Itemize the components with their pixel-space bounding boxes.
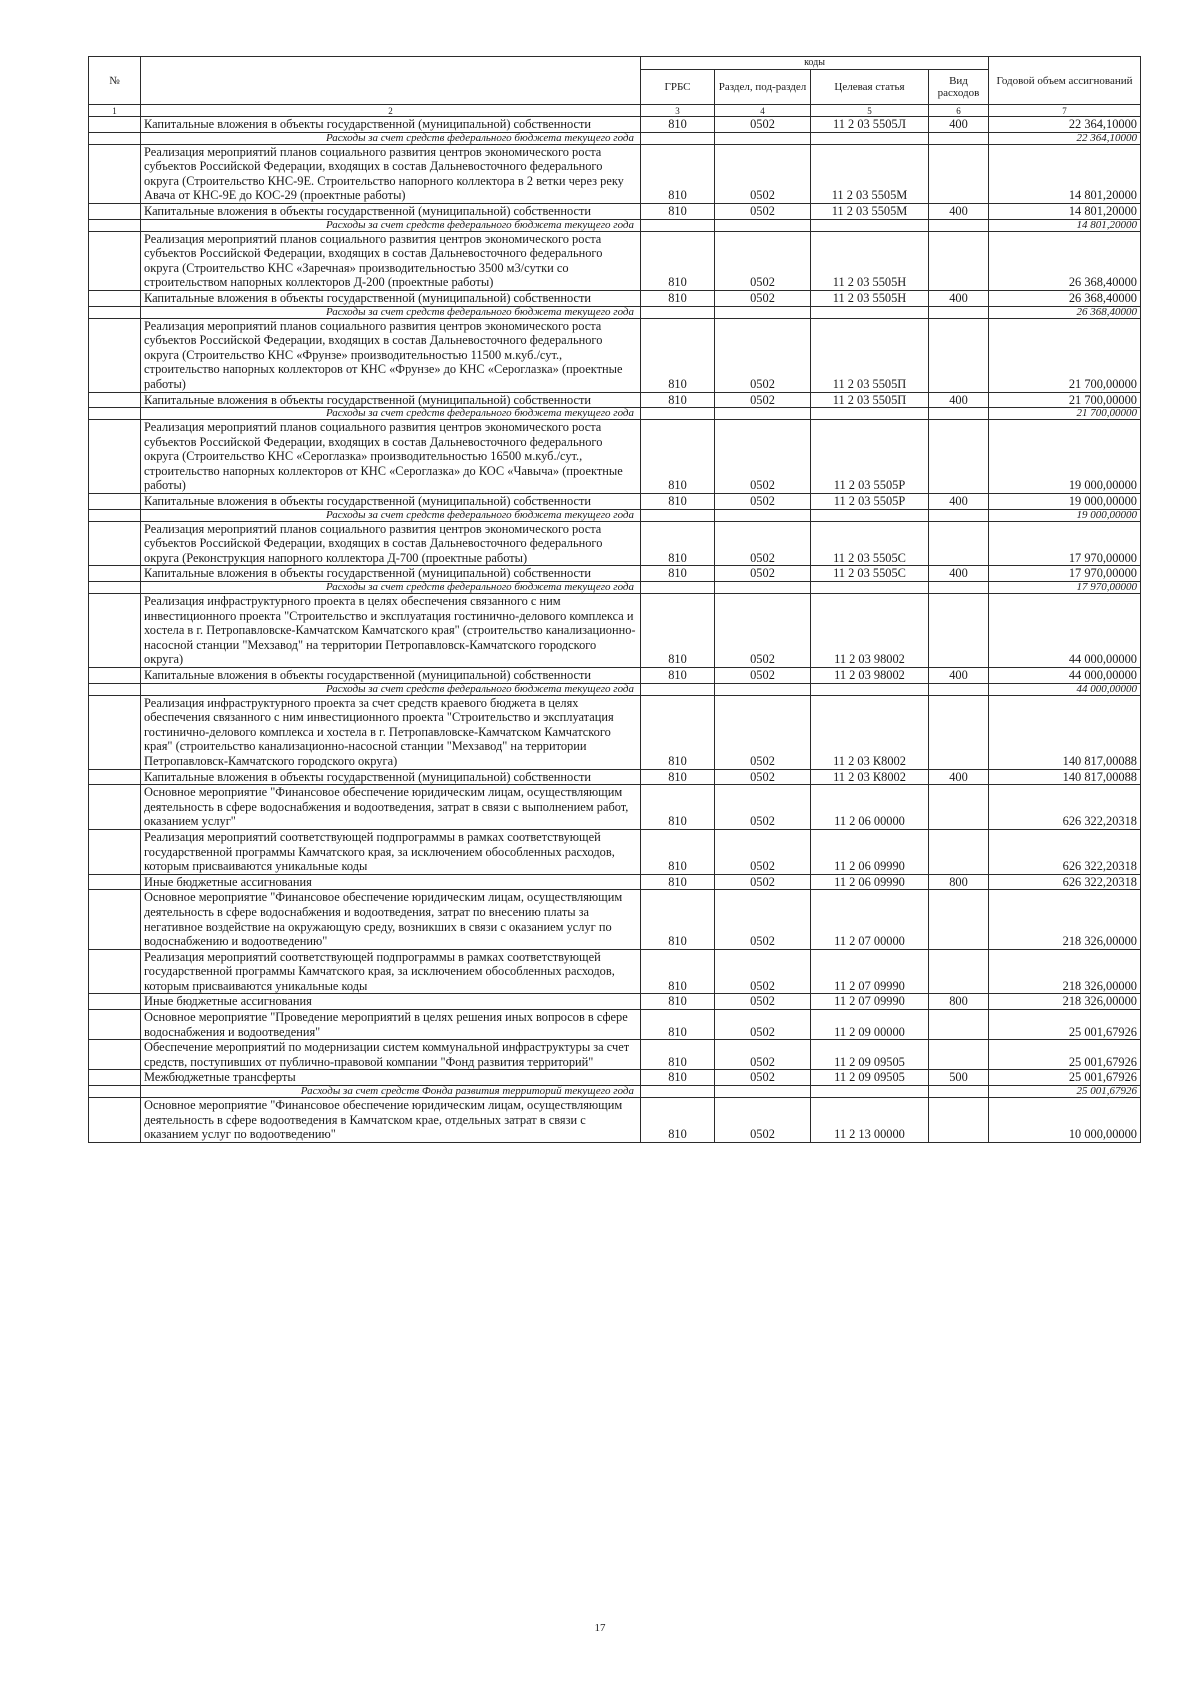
- row-number-cell: [89, 318, 141, 392]
- grbs-cell: [641, 683, 715, 695]
- row-number-cell: [89, 203, 141, 219]
- target-article-cell: 11 2 09 00000: [811, 1010, 929, 1040]
- table-row: [89, 1010, 1141, 1040]
- expense-type-cell: [929, 1098, 989, 1143]
- target-article-cell: 11 2 03 5505П: [811, 318, 929, 392]
- item-name-cell: Реализация мероприятий планов социального развития центров экономического роста субъектов Российской Федерации, входящих в состав Дальневосточного федерального округа (Реконструкция напорного коллектора Д-700 (проектные работы): [141, 521, 641, 566]
- expense-type-cell: [929, 219, 989, 231]
- grbs-cell: [641, 509, 715, 521]
- grbs-cell: 810: [641, 144, 715, 203]
- funding-source-row: [89, 683, 1141, 695]
- amount-cell: 21 700,00000: [989, 318, 1141, 392]
- amount-cell: 218 326,00000: [989, 994, 1141, 1010]
- expense-type-cell: [929, 890, 989, 949]
- grbs-cell: 810: [641, 785, 715, 830]
- grbs-cell: 810: [641, 1040, 715, 1070]
- section-cell: 0502: [715, 231, 811, 290]
- expense-type-cell: [929, 420, 989, 494]
- row-number-cell: [89, 392, 141, 408]
- section-cell: [715, 408, 811, 420]
- column-number: 5: [811, 105, 929, 117]
- target-article-cell: 11 2 03 98002: [811, 594, 929, 668]
- expense-type-cell: [929, 509, 989, 521]
- amount-cell: 25 001,67926: [989, 1040, 1141, 1070]
- amount-cell: 26 368,40000: [989, 231, 1141, 290]
- table-row: [89, 420, 1141, 494]
- target-article-cell: 11 2 06 00000: [811, 785, 929, 830]
- table-row: [89, 594, 1141, 668]
- section-cell: 0502: [715, 1010, 811, 1040]
- row-number-cell: [89, 1010, 141, 1040]
- row-number-cell: [89, 509, 141, 521]
- expense-type-cell: [929, 408, 989, 420]
- row-number-cell: [89, 890, 141, 949]
- amount-cell: 26 368,40000: [989, 290, 1141, 306]
- target-article-cell: 11 2 03 5505Л: [811, 117, 929, 133]
- table-row: [89, 949, 1141, 994]
- amount-cell: 25 001,67926: [989, 1010, 1141, 1040]
- grbs-cell: 810: [641, 668, 715, 684]
- row-number-cell: [89, 683, 141, 695]
- row-number-cell: [89, 117, 141, 133]
- amount-cell: 44 000,00000: [989, 594, 1141, 668]
- amount-cell: 10 000,00000: [989, 1098, 1141, 1143]
- section-cell: 0502: [715, 1070, 811, 1086]
- row-number-cell: [89, 594, 141, 668]
- table-row: [89, 829, 1141, 874]
- grbs-cell: 810: [641, 594, 715, 668]
- table-row: [89, 1098, 1141, 1143]
- row-number-cell: [89, 408, 141, 420]
- target-article-cell: 11 2 03 5505М: [811, 203, 929, 219]
- table-row: [89, 318, 1141, 392]
- target-article-cell: 11 2 03 5505М: [811, 144, 929, 203]
- item-name-cell: Межбюджетные трансферты: [141, 1070, 641, 1086]
- target-article-cell: 11 2 13 00000: [811, 1098, 929, 1143]
- amount-cell: 218 326,00000: [989, 890, 1141, 949]
- grbs-cell: 810: [641, 392, 715, 408]
- target-article-cell: 11 2 03 К8002: [811, 769, 929, 785]
- expense-type-cell: [929, 949, 989, 994]
- expense-type-cell: [929, 695, 989, 769]
- item-name-cell: Основное мероприятие "Проведение мероприятий в целях решения иных вопросов в сфере водоснабжения и водоотведения": [141, 1010, 641, 1040]
- item-name-cell: Капитальные вложения в объекты государственной (муниципальной) собственности: [141, 494, 641, 510]
- amount-cell: 22 364,10000: [989, 117, 1141, 133]
- item-name-cell: Капитальные вложения в объекты государственной (муниципальной) собственности: [141, 392, 641, 408]
- expense-type-cell: [929, 1040, 989, 1070]
- section-cell: [715, 132, 811, 144]
- expense-type-cell: [929, 318, 989, 392]
- funding-source-label: Расходы за счет средств федерального бюджета текущего года: [141, 683, 641, 695]
- amount-cell: 21 700,00000: [989, 392, 1141, 408]
- funding-source-row: [89, 582, 1141, 594]
- funding-source-label: Расходы за счет средств федерального бюджета текущего года: [141, 582, 641, 594]
- item-name-cell: Капитальные вложения в объекты государственной (муниципальной) собственности: [141, 290, 641, 306]
- table-row: [89, 994, 1141, 1010]
- item-name-cell: Капитальные вложения в объекты государственной (муниципальной) собственности: [141, 566, 641, 582]
- header-grbs: ГРБС: [641, 70, 715, 105]
- expense-type-cell: 500: [929, 1070, 989, 1086]
- item-name-cell: Обеспечение мероприятий по модернизации систем коммунальной инфраструктуры за счет средств, поступивших от публично-правовой компании "Фонд развития территорий": [141, 1040, 641, 1070]
- target-article-cell: 11 2 03 5505Н: [811, 290, 929, 306]
- row-number-cell: [89, 874, 141, 890]
- amount-cell: 14 801,20000: [989, 144, 1141, 203]
- section-cell: 0502: [715, 392, 811, 408]
- section-cell: 0502: [715, 117, 811, 133]
- expense-type-cell: [929, 521, 989, 566]
- section-cell: [715, 1086, 811, 1098]
- budget-page: [88, 56, 1140, 1143]
- item-name-cell: Основное мероприятие "Финансовое обеспечение юридическим лицам, осуществляющим деятельность в сфере водоснабжения и водоотведения, затрат в связи с выполнением работ, оказанием услуг": [141, 785, 641, 830]
- grbs-cell: 810: [641, 994, 715, 1010]
- item-name-cell: Реализация мероприятий планов социального развития центров экономического роста субъектов Российской Федерации, входящих в состав Дальневосточного федерального округа (Строительство КНС «Заречная» производительностью 3500 м3/сутки со строительством напорных коллекторов Д-200 (проектные работы): [141, 231, 641, 290]
- section-cell: [715, 306, 811, 318]
- section-cell: 0502: [715, 829, 811, 874]
- grbs-cell: 810: [641, 318, 715, 392]
- grbs-cell: 810: [641, 494, 715, 510]
- header-codes: коды: [641, 57, 989, 70]
- column-number: 7: [989, 105, 1141, 117]
- item-name-cell: Реализация мероприятий соответствующей подпрограммы в рамках соответствующей государственной программы Камчатского края, за исключением обособленных расходов, которым присваиваются уникальные коды: [141, 829, 641, 874]
- grbs-cell: 810: [641, 420, 715, 494]
- table-body: [89, 117, 1141, 1143]
- row-number-cell: [89, 582, 141, 594]
- funding-source-label: Расходы за счет средств федерального бюджета текущего года: [141, 306, 641, 318]
- funding-source-label: Расходы за счет средств федерального бюджета текущего года: [141, 408, 641, 420]
- target-article-cell: 11 2 03 5505П: [811, 392, 929, 408]
- section-cell: 0502: [715, 594, 811, 668]
- grbs-cell: 810: [641, 769, 715, 785]
- target-article-cell: [811, 219, 929, 231]
- target-article-cell: [811, 408, 929, 420]
- table-row: [89, 144, 1141, 203]
- funding-source-label: Расходы за счет средств федерального бюджета текущего года: [141, 219, 641, 231]
- item-name-cell: Реализация мероприятий соответствующей подпрограммы в рамках соответствующей государственной программы Камчатского края, за исключением обособленных расходов, которым присваиваются уникальные коды: [141, 949, 641, 994]
- expense-type-cell: [929, 1086, 989, 1098]
- amount-cell: 19 000,00000: [989, 494, 1141, 510]
- target-article-cell: 11 2 03 5505Р: [811, 420, 929, 494]
- amount-cell: 626 322,20318: [989, 874, 1141, 890]
- grbs-cell: 810: [641, 521, 715, 566]
- grbs-cell: 810: [641, 290, 715, 306]
- row-number-cell: [89, 306, 141, 318]
- page-number: 17: [594, 1622, 606, 1634]
- table-row: [89, 668, 1141, 684]
- target-article-cell: 11 2 03 5505С: [811, 566, 929, 582]
- item-name-cell: Реализация инфраструктурного проекта в целях обеспечения связанного с ним инвестиционного проекта "Строительство и эксплуатация гостинично-делового комплекса и хостела в г. Петропавловске-Камчатском Камчатского края" (строительство канализационно-насосной станции "Мехзавод" на территории Петропавловск-Камчатского городского округа): [141, 594, 641, 668]
- row-number-cell: [89, 994, 141, 1010]
- amount-cell: 626 322,20318: [989, 829, 1141, 874]
- grbs-cell: 810: [641, 1010, 715, 1040]
- target-article-cell: 11 2 07 09990: [811, 994, 929, 1010]
- expense-type-cell: 800: [929, 874, 989, 890]
- table-row: [89, 231, 1141, 290]
- item-name-cell: Реализация мероприятий планов социального развития центров экономического роста субъектов Российской Федерации, входящих в состав Дальневосточного федерального округа (Строительство КНС-9Е. Строительство напорного коллектора в 2 ветки через реку Авача от КНС-9Е до КОС-29 (проектные работы): [141, 144, 641, 203]
- section-cell: 0502: [715, 1098, 811, 1143]
- expense-type-cell: 400: [929, 203, 989, 219]
- column-number: 2: [141, 105, 641, 117]
- funding-source-row: [89, 219, 1141, 231]
- section-cell: 0502: [715, 420, 811, 494]
- grbs-cell: 810: [641, 566, 715, 582]
- table-row: [89, 566, 1141, 582]
- section-cell: 0502: [715, 785, 811, 830]
- table-row: [89, 290, 1141, 306]
- expense-type-cell: [929, 231, 989, 290]
- section-cell: 0502: [715, 290, 811, 306]
- budget-allocations-table: [88, 56, 1141, 1143]
- item-name-cell: Иные бюджетные ассигнования: [141, 994, 641, 1010]
- table-row: [89, 874, 1141, 890]
- grbs-cell: 810: [641, 203, 715, 219]
- funding-source-row: [89, 408, 1141, 420]
- grbs-cell: [641, 1086, 715, 1098]
- target-article-cell: 11 2 06 09990: [811, 874, 929, 890]
- funding-source-row: [89, 1086, 1141, 1098]
- column-number: 1: [89, 105, 141, 117]
- item-name-cell: Реализация инфраструктурного проекта за счет средств краевого бюджета в целях обеспечения связанного с ним инвестиционного проекта "Строительство и эксплуатация гостинично-делового комплекса и хостела в г. Петропавловске-Камчатском Камчатского края" (строительство канализационно-насосной станции "Мехзавод" на территории Петропавловск-Камчатского городского округа): [141, 695, 641, 769]
- row-number-cell: [89, 219, 141, 231]
- target-article-cell: 11 2 07 09990: [811, 949, 929, 994]
- section-cell: 0502: [715, 203, 811, 219]
- header-exp-type: Вид расходов: [929, 70, 989, 105]
- target-article-cell: [811, 683, 929, 695]
- header-section: Раздел, под-раздел: [715, 70, 811, 105]
- target-article-cell: 11 2 03 5505С: [811, 521, 929, 566]
- section-cell: [715, 582, 811, 594]
- row-number-cell: [89, 290, 141, 306]
- target-article-cell: [811, 1086, 929, 1098]
- expense-type-cell: [929, 582, 989, 594]
- grbs-cell: 810: [641, 949, 715, 994]
- expense-type-cell: [929, 785, 989, 830]
- grbs-cell: 810: [641, 1070, 715, 1086]
- target-article-cell: 11 2 03 5505Н: [811, 231, 929, 290]
- amount-cell: 19 000,00000: [989, 420, 1141, 494]
- table-row: [89, 203, 1141, 219]
- row-number-cell: [89, 829, 141, 874]
- header-number: №: [89, 57, 141, 105]
- table-row: [89, 695, 1141, 769]
- amount-cell: 21 700,00000: [989, 408, 1141, 420]
- amount-cell: 17 970,00000: [989, 582, 1141, 594]
- section-cell: 0502: [715, 144, 811, 203]
- table-row: [89, 117, 1141, 133]
- row-number-cell: [89, 668, 141, 684]
- item-name-cell: Капитальные вложения в объекты государственной (муниципальной) собственности: [141, 117, 641, 133]
- table-row: [89, 769, 1141, 785]
- row-number-cell: [89, 494, 141, 510]
- grbs-cell: [641, 132, 715, 144]
- section-cell: 0502: [715, 1040, 811, 1070]
- expense-type-cell: [929, 683, 989, 695]
- table-row: [89, 890, 1141, 949]
- row-number-cell: [89, 1086, 141, 1098]
- expense-type-cell: [929, 1010, 989, 1040]
- expense-type-cell: 400: [929, 566, 989, 582]
- grbs-cell: 810: [641, 695, 715, 769]
- grbs-cell: 810: [641, 231, 715, 290]
- table-row: [89, 1070, 1141, 1086]
- row-number-cell: [89, 1098, 141, 1143]
- header-row-codes: [89, 57, 1141, 70]
- header-target: Целевая статья: [811, 70, 929, 105]
- target-article-cell: 11 2 03 98002: [811, 668, 929, 684]
- amount-cell: 44 000,00000: [989, 683, 1141, 695]
- section-cell: 0502: [715, 668, 811, 684]
- expense-type-cell: 800: [929, 994, 989, 1010]
- row-number-cell: [89, 420, 141, 494]
- amount-cell: 19 000,00000: [989, 509, 1141, 521]
- section-cell: [715, 683, 811, 695]
- section-cell: 0502: [715, 994, 811, 1010]
- expense-type-cell: 400: [929, 494, 989, 510]
- row-number-cell: [89, 231, 141, 290]
- expense-type-cell: 400: [929, 668, 989, 684]
- amount-cell: 14 801,20000: [989, 203, 1141, 219]
- table-row: [89, 392, 1141, 408]
- funding-source-label: Расходы за счет средств Фонда развития территорий текущего года: [141, 1086, 641, 1098]
- row-number-cell: [89, 566, 141, 582]
- target-article-cell: [811, 509, 929, 521]
- table-row: [89, 1040, 1141, 1070]
- expense-type-cell: [929, 132, 989, 144]
- row-number-cell: [89, 144, 141, 203]
- amount-cell: 44 000,00000: [989, 668, 1141, 684]
- target-article-cell: 11 2 03 К8002: [811, 695, 929, 769]
- amount-cell: 140 817,00088: [989, 769, 1141, 785]
- target-article-cell: 11 2 09 09505: [811, 1040, 929, 1070]
- header-amount: Годовой объем ассигнований: [989, 57, 1141, 105]
- item-name-cell: Иные бюджетные ассигнования: [141, 874, 641, 890]
- amount-cell: 626 322,20318: [989, 785, 1141, 830]
- grbs-cell: 810: [641, 890, 715, 949]
- row-number-cell: [89, 949, 141, 994]
- section-cell: 0502: [715, 695, 811, 769]
- column-number: 4: [715, 105, 811, 117]
- expense-type-cell: 400: [929, 290, 989, 306]
- section-cell: 0502: [715, 769, 811, 785]
- grbs-cell: [641, 306, 715, 318]
- item-name-cell: Реализация мероприятий планов социального развития центров экономического роста субъектов Российской Федерации, входящих в состав Дальневосточного федерального округа (Строительство КНС «Фрунзе» производительностью 11500 м.куб./сут., строительство напорных коллекторов от КНС «Фрунзе» до КНС «Сероглазка» (проектные работы): [141, 318, 641, 392]
- target-article-cell: [811, 582, 929, 594]
- section-cell: 0502: [715, 521, 811, 566]
- row-number-cell: [89, 785, 141, 830]
- amount-cell: 22 364,10000: [989, 132, 1141, 144]
- column-number: 3: [641, 105, 715, 117]
- row-number-cell: [89, 521, 141, 566]
- row-number-cell: [89, 132, 141, 144]
- section-cell: 0502: [715, 890, 811, 949]
- row-number-cell: [89, 695, 141, 769]
- amount-cell: 25 001,67926: [989, 1070, 1141, 1086]
- target-article-cell: 11 2 07 00000: [811, 890, 929, 949]
- item-name-cell: Капитальные вложения в объекты государственной (муниципальной) собственности: [141, 769, 641, 785]
- amount-cell: 218 326,00000: [989, 949, 1141, 994]
- funding-source-row: [89, 132, 1141, 144]
- section-cell: 0502: [715, 949, 811, 994]
- funding-source-label: Расходы за счет средств федерального бюджета текущего года: [141, 132, 641, 144]
- expense-type-cell: [929, 306, 989, 318]
- table-row: [89, 521, 1141, 566]
- header-name: [141, 57, 641, 105]
- grbs-cell: 810: [641, 117, 715, 133]
- item-name-cell: Капитальные вложения в объекты государственной (муниципальной) собственности: [141, 203, 641, 219]
- column-number: 6: [929, 105, 989, 117]
- target-article-cell: 11 2 09 09505: [811, 1070, 929, 1086]
- grbs-cell: 810: [641, 1098, 715, 1143]
- item-name-cell: Основное мероприятие "Финансовое обеспечение юридическим лицам, осуществляющим деятельность в сфере водоснабжения и водоотведения, затрат по внесению платы за негативное воздействие на окружающую среду, возникших в связи с оказанием услуг по водоснабжению и водоотведению": [141, 890, 641, 949]
- item-name-cell: Реализация мероприятий планов социального развития центров экономического роста субъектов Российской Федерации, входящих в состав Дальневосточного федерального округа (Строительство КНС «Сероглазка» производительностью 16500 м.куб./сут., строительство напорных коллекторов от КНС «Сероглазка» до КОС «Чавыча» (проектные работы): [141, 420, 641, 494]
- section-cell: [715, 219, 811, 231]
- funding-source-row: [89, 509, 1141, 521]
- expense-type-cell: [929, 144, 989, 203]
- header-row-column-numbers: [89, 105, 1141, 117]
- amount-cell: 140 817,00088: [989, 695, 1141, 769]
- funding-source-label: Расходы за счет средств федерального бюджета текущего года: [141, 509, 641, 521]
- section-cell: 0502: [715, 318, 811, 392]
- table-row: [89, 785, 1141, 830]
- table-row: [89, 494, 1141, 510]
- section-cell: 0502: [715, 494, 811, 510]
- target-article-cell: [811, 132, 929, 144]
- amount-cell: 26 368,40000: [989, 306, 1141, 318]
- target-article-cell: [811, 306, 929, 318]
- grbs-cell: 810: [641, 829, 715, 874]
- row-number-cell: [89, 1070, 141, 1086]
- grbs-cell: [641, 408, 715, 420]
- grbs-cell: [641, 582, 715, 594]
- expense-type-cell: [929, 594, 989, 668]
- expense-type-cell: 400: [929, 769, 989, 785]
- expense-type-cell: [929, 829, 989, 874]
- item-name-cell: Основное мероприятие "Финансовое обеспечение юридическим лицам, осуществляющим деятельность в сфере водоотведения в Камчатском крае, отдельных затрат в связи с оказанием услуг по водоотведению": [141, 1098, 641, 1143]
- section-cell: 0502: [715, 566, 811, 582]
- target-article-cell: 11 2 06 09990: [811, 829, 929, 874]
- section-cell: 0502: [715, 874, 811, 890]
- funding-source-row: [89, 306, 1141, 318]
- amount-cell: 25 001,67926: [989, 1086, 1141, 1098]
- amount-cell: 14 801,20000: [989, 219, 1141, 231]
- row-number-cell: [89, 769, 141, 785]
- amount-cell: 17 970,00000: [989, 521, 1141, 566]
- expense-type-cell: 400: [929, 392, 989, 408]
- expense-type-cell: 400: [929, 117, 989, 133]
- grbs-cell: [641, 219, 715, 231]
- grbs-cell: 810: [641, 874, 715, 890]
- row-number-cell: [89, 1040, 141, 1070]
- section-cell: [715, 509, 811, 521]
- amount-cell: 17 970,00000: [989, 566, 1141, 582]
- item-name-cell: Капитальные вложения в объекты государственной (муниципальной) собственности: [141, 668, 641, 684]
- target-article-cell: 11 2 03 5505Р: [811, 494, 929, 510]
